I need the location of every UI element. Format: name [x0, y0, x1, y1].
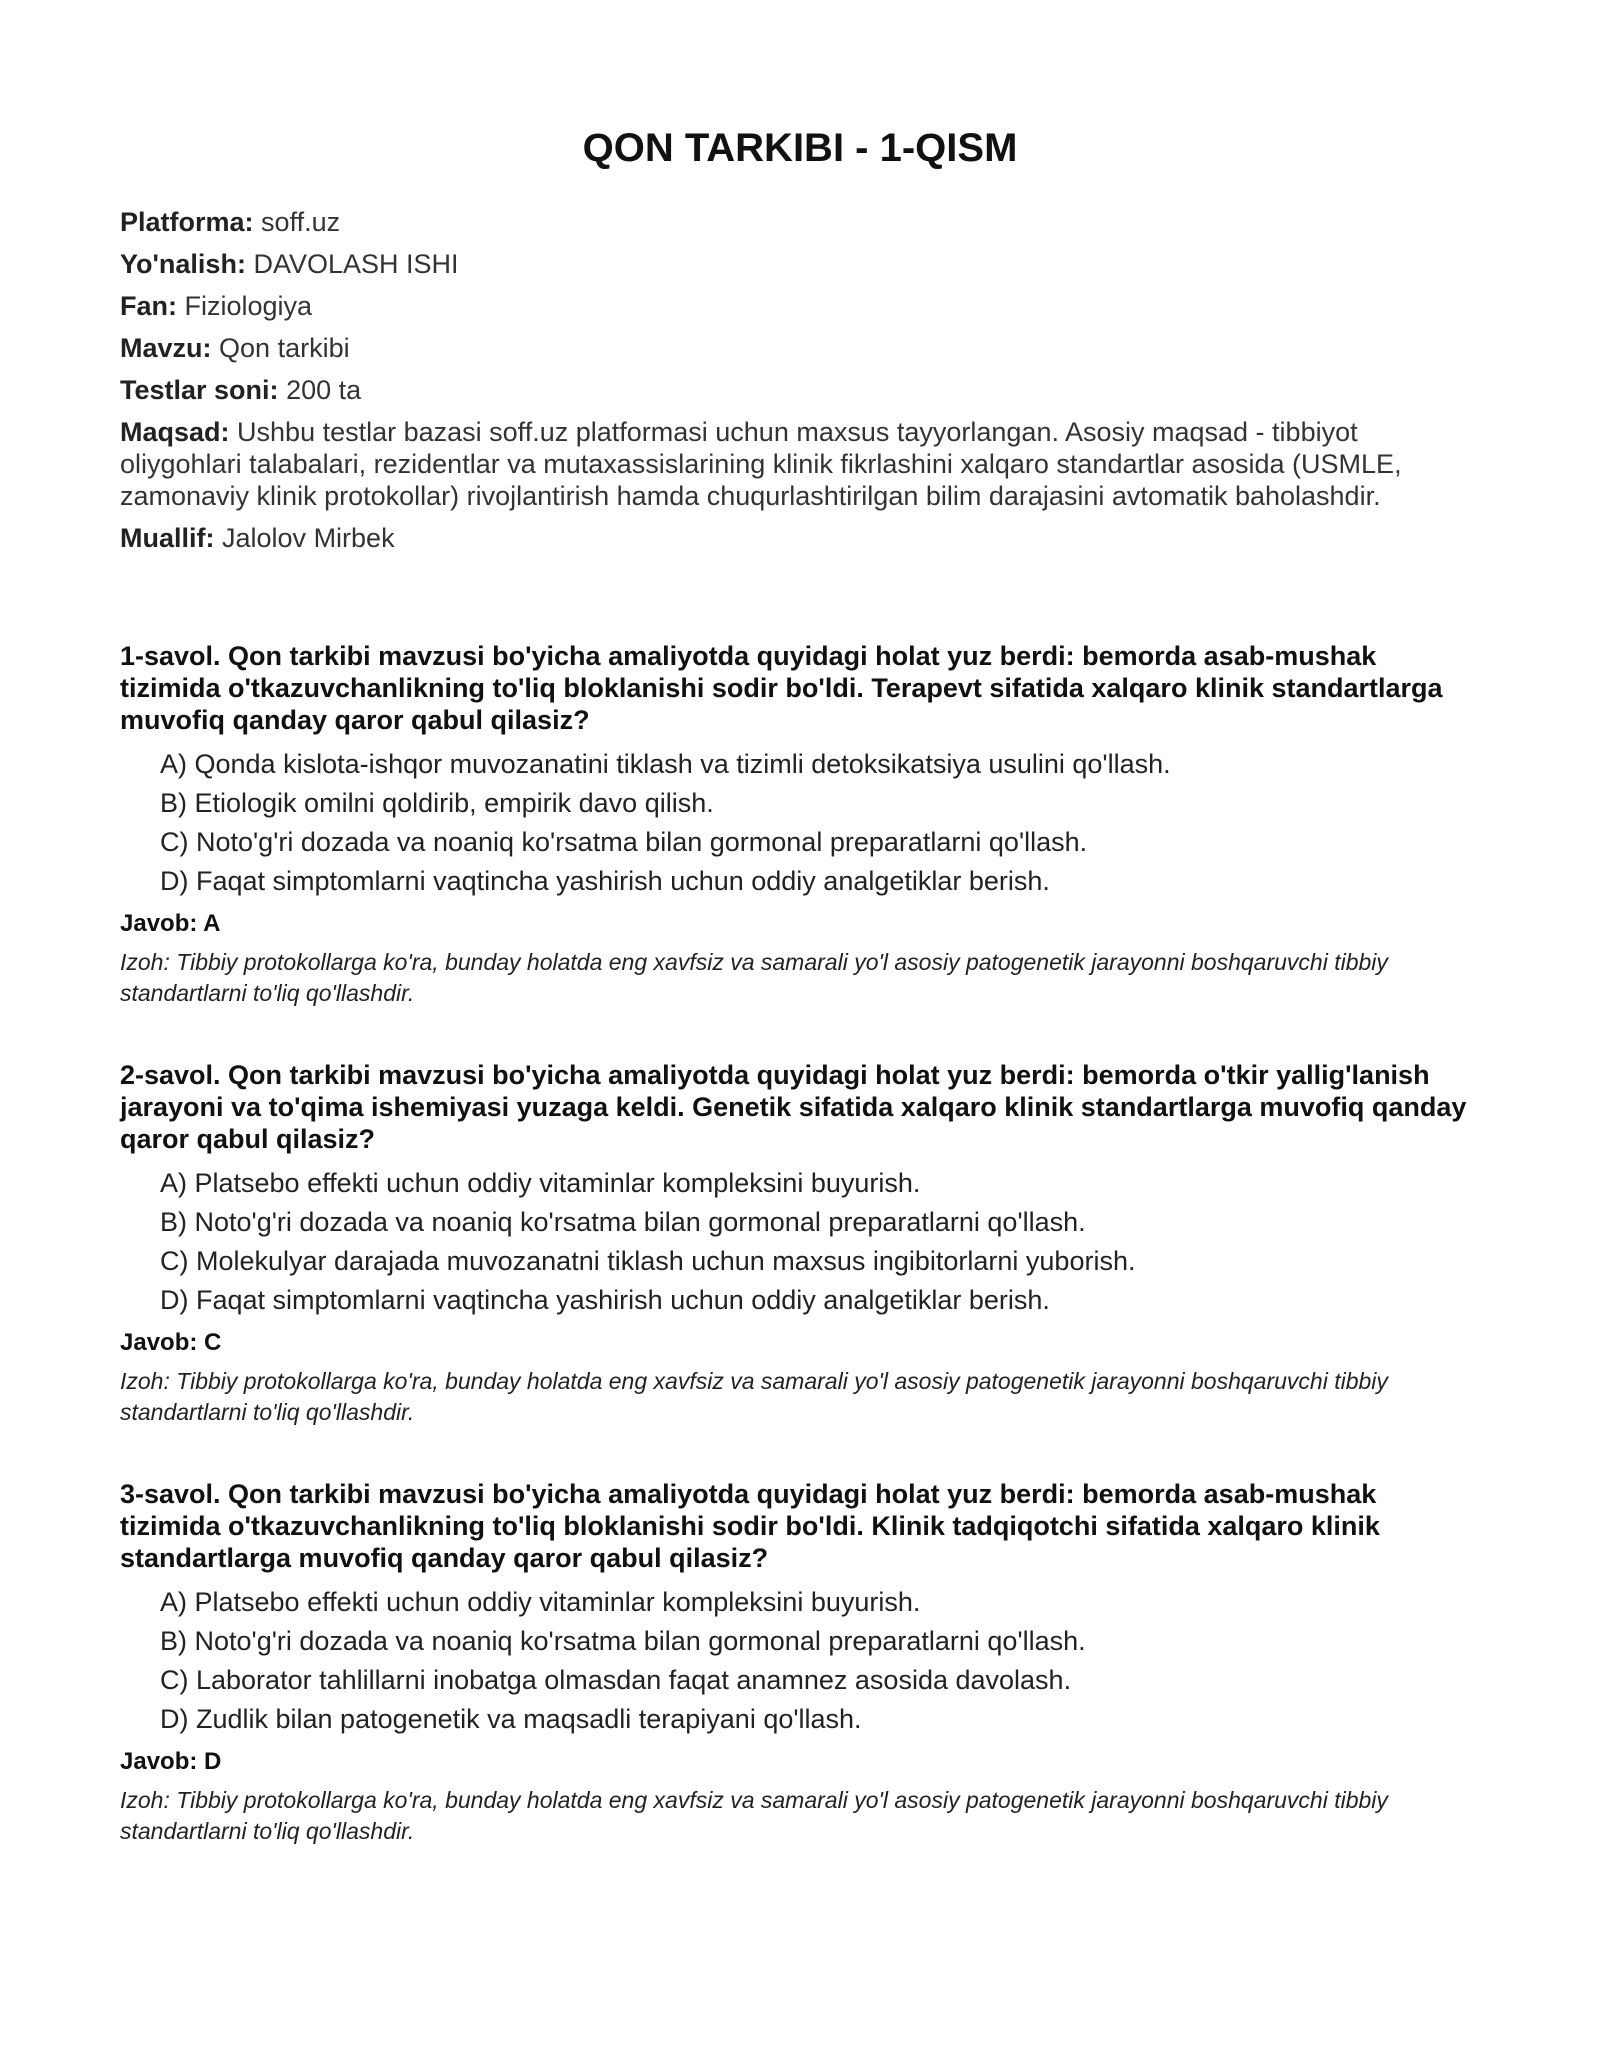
- meta-label: Platforma:: [120, 207, 254, 237]
- question-text: 3-savol. Qon tarkibi mavzusi bo'yicha amaliyotda quyidagi holat yuz berdi: bemorda asab-mushak tizimida o'tkazuvchanlikning to'liq bloklanishi sodir bo'ldi. Klinik tadqiqotchi sifatida xalqaro klinik standartlarga muvofiq qanday qaror qabul qilasiz?: [120, 1479, 1380, 1573]
- option-d: D) Zudlik bilan patogenetik va maqsadli terapiyani qo'llash.: [160, 1704, 862, 1734]
- question-text: 1-savol. Qon tarkibi mavzusi bo'yicha amaliyotda quyidagi holat yuz berdi: bemorda asab-mushak tizimida o'tkazuvchanlikning to'liq bloklanishi sodir bo'ldi. Terapevt sifatida xalqaro klinik standartlarga muvofiq qanday qaror qabul qilasiz?: [120, 641, 1443, 735]
- option-list: [120, 1586, 1480, 1735]
- meta-topic: [120, 332, 1480, 364]
- explanation-text: Izoh: Tibbiy protokollarga ko'ra, bunday holatda eng xavfsiz va samarali yo'l asosiy patogenetik jarayonni boshqaruvchi tibbiy standartlarni to'liq qo'llashdir.: [120, 949, 1388, 1006]
- question-3: [120, 1478, 1480, 1847]
- meta-label: Testlar soni:: [120, 375, 279, 405]
- meta-label: Muallif:: [120, 523, 215, 553]
- option-a: A) Platsebo effekti uchun oddiy vitaminlar kompleksini buyurish.: [160, 1168, 921, 1198]
- option-c: C) Molekulyar darajada muvozanatni tiklash uchun maxsus ingibitorlarni yuborish.: [160, 1246, 1136, 1276]
- answer-label: Javob: C: [120, 1329, 222, 1356]
- meta-label: Fan:: [120, 291, 177, 321]
- meta-label: Maqsad:: [120, 417, 230, 447]
- question-2: [120, 1059, 1480, 1428]
- meta-value: soff.uz: [261, 207, 341, 237]
- meta-author: [120, 522, 1480, 554]
- question-text: 2-savol. Qon tarkibi mavzusi bo'yicha amaliyotda quyidagi holat yuz berdi: bemorda o'tkir yallig'lanish jarayoni va to'qima ishemiyasi yuzaga keldi. Genetik sifatida xalqaro klinik standartlarga muvofiq qanday qaror qabul qilasiz?: [120, 1060, 1467, 1154]
- meta-value: Jalolov Mirbek: [222, 523, 395, 553]
- document-page: [120, 0, 1480, 1897]
- answer-label: Javob: D: [120, 1748, 222, 1775]
- meta-subject: [120, 290, 1480, 322]
- option-c: C) Laborator tahlillarni inobatga olmasdan faqat anamnez asosida davolash.: [160, 1665, 1072, 1695]
- meta-platform: [120, 206, 1480, 238]
- question-list: [120, 640, 1480, 1847]
- meta-value: Ushbu testlar bazasi soff.uz platformasi uchun maxsus tayyorlangan. Asosiy maqsad - tibbiyot oliygohlari talabalari, rezidentlar va mutaxassislarining klinik fikrlashini xalqaro standartlar asosida (USMLE, zamonaviy klinik protokollar) rivojlantirish hamda chuqurlashtirilgan bilim darajasini avtomatik baholashdir.: [120, 417, 1402, 511]
- option-b: B) Noto'g'ri dozada va noaniq ko'rsatma bilan gormonal preparatlarni qo'llash.: [160, 1207, 1086, 1237]
- answer-label: Javob: A: [120, 910, 221, 937]
- meta-test-count: [120, 374, 1480, 406]
- option-list: [120, 748, 1480, 897]
- meta-purpose: [120, 416, 1480, 512]
- option-b: B) Noto'g'ri dozada va noaniq ko'rsatma bilan gormonal preparatlarni qo'llash.: [160, 1626, 1086, 1656]
- meta-direction: [120, 248, 1480, 280]
- explanation-text: Izoh: Tibbiy protokollarga ko'ra, bunday holatda eng xavfsiz va samarali yo'l asosiy patogenetik jarayonni boshqaruvchi tibbiy standartlarni to'liq qo'llashdir.: [120, 1787, 1388, 1844]
- page-title: QON TARKIBI - 1-QISM: [582, 126, 1018, 170]
- document-meta: [120, 206, 1480, 554]
- option-d: D) Faqat simptomlarni vaqtincha yashirish uchun oddiy analgetiklar berish.: [160, 866, 1050, 896]
- meta-value: Fiziologiya: [184, 291, 313, 321]
- option-d: D) Faqat simptomlarni vaqtincha yashirish uchun oddiy analgetiklar berish.: [160, 1285, 1050, 1315]
- question-1: [120, 640, 1480, 1009]
- meta-value: Qon tarkibi: [219, 333, 350, 363]
- meta-value: DAVOLASH ISHI: [253, 249, 459, 279]
- option-a: A) Platsebo effekti uchun oddiy vitaminlar kompleksini buyurish.: [160, 1587, 921, 1617]
- option-b: B) Etiologik omilni qoldirib, empirik davo qilish.: [160, 788, 714, 818]
- meta-label: Yo'nalish:: [120, 249, 246, 279]
- explanation-text: Izoh: Tibbiy protokollarga ko'ra, bunday holatda eng xavfsiz va samarali yo'l asosiy patogenetik jarayonni boshqaruvchi tibbiy standartlarni to'liq qo'llashdir.: [120, 1368, 1388, 1425]
- meta-value: 200 ta: [286, 375, 362, 405]
- option-a: A) Qonda kislota-ishqor muvozanatini tiklash va tizimli detoksikatsiya usulini qo'llash.: [160, 749, 1171, 779]
- option-c: C) Noto'g'ri dozada va noaniq ko'rsatma bilan gormonal preparatlarni qo'llash.: [160, 827, 1088, 857]
- meta-label: Mavzu:: [120, 333, 212, 363]
- option-list: [120, 1167, 1480, 1316]
